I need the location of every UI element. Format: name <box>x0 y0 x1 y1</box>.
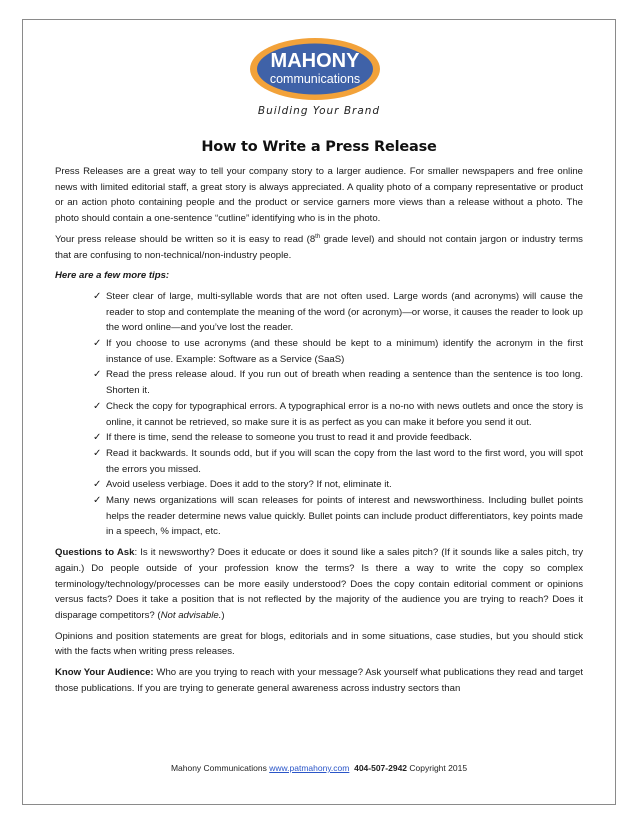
checkmark-icon: ✓ <box>93 432 102 444</box>
mahony-logo <box>248 36 382 102</box>
checkmark-icon: ✓ <box>93 495 102 507</box>
list-item: ✓ Avoid useless verbiage. Does it add to the story? If not, eliminate it. <box>93 477 583 493</box>
logo-sub: communications <box>269 72 361 86</box>
page-footer: Mahony Communications www.patmahony.com 404-507-2942 Copyright 2015 <box>170 763 468 773</box>
logo-name: MAHONY <box>270 50 360 72</box>
list-item: ✓ Read the press release aloud. If you run out of breath when reading a sentence than the sentence is too long. Shorten it. <box>93 369 583 397</box>
list-item: ✓ If you choose to use acronyms (and these should be kept to a minimum) identify the acronym in the first instance of use. Example: Software as a Service (SaaS) <box>93 338 583 365</box>
readability-paragraph: Your press release should be written so it is easy to read (8th grade level) and should not contain jargon or industry terms that are confusing to non-technical/non-industry people. <box>55 233 583 261</box>
checkmark-icon: ✓ <box>93 447 102 459</box>
intro-paragraph: Press Releases are a great way to tell your company story to a larger audience. For smaller newspapers and free online news with limited editorial staff, a great story is always appreciated. A quality photo of a company representative or product or an action photo containing people and the product or service garners more views than a release without a photo. The photo should contain a one-sentence “cutline” identifying who is in the photo. <box>55 166 583 225</box>
questions-paragraph: Questions to Ask: Is it newsworthy? Does it educate or does it sound like a sales pitch? (If it sounds like a sales pitch, try again.) Do people outside of your profession know the terms? Is there a way to write the copy so complex terminology/technology/processes can be more easily understood? Does the copy contain editorial comment or opinions versus facts? Does it take a position that is not reflected by the majority of the audience you are trying to reach? Does it disparage competitors? (Not advisable.) <box>55 547 584 621</box>
page-title: How to Write a Press Release <box>201 139 437 155</box>
list-item: ✓ Steer clear of large, multi-syllable words that are not often used. Large words (and acronyms) will cause the reader to stop and contemplate the meaning of the word (or acronym)—or worse, it causes the reader to look up the word online—and you’ve lost the reader. <box>93 290 583 334</box>
list-item: ✓ Check the copy for typographical errors. A typographical error is a no-no with news outlets and once the story is online, it cannot be retrieved, so make sure it is as perfect as you can make it before you send it out. <box>93 400 583 428</box>
audience-paragraph: Know Your Audience: Who are you trying to reach with your message? Ask yourself what publications they read and target those publications. If you are trying to generate general awareness across industry sectors than <box>55 667 583 694</box>
checkmark-icon: ✓ <box>93 369 102 381</box>
checkmark-icon: ✓ <box>93 400 102 412</box>
checkmark-icon: ✓ <box>93 338 102 350</box>
website-link[interactable]: www.patmahony.com <box>269 763 350 773</box>
list-item: ✓ Many news organizations will scan releases for points of interest and newsworthiness. Including bullet points helps the reader determine news value quickly. Bullet points can include product differentiators, key points made in a speech, % impact, etc. <box>93 495 583 538</box>
checkmark-icon: ✓ <box>93 290 102 302</box>
tips-heading: Here are a few more tips: <box>55 270 170 282</box>
list-item: ✓ If there is time, send the release to someone you trust to read it and provide feedback. <box>93 430 583 446</box>
phone-number: 404-507-2942 <box>354 763 408 773</box>
opinions-paragraph: Opinions and position statements are great for blogs, editorials and in some situations, case studies, but you should stick with the facts when writing press releases. <box>55 630 583 658</box>
list-item: ✓ Read it backwards. It sounds odd, but if you will scan the copy from the last word to the first word, you will spot the errors you missed. <box>93 447 583 475</box>
tips-list <box>55 289 583 540</box>
tagline: Building Your Brand <box>257 105 381 117</box>
checkmark-icon: ✓ <box>93 479 102 491</box>
document-body <box>55 164 583 702</box>
